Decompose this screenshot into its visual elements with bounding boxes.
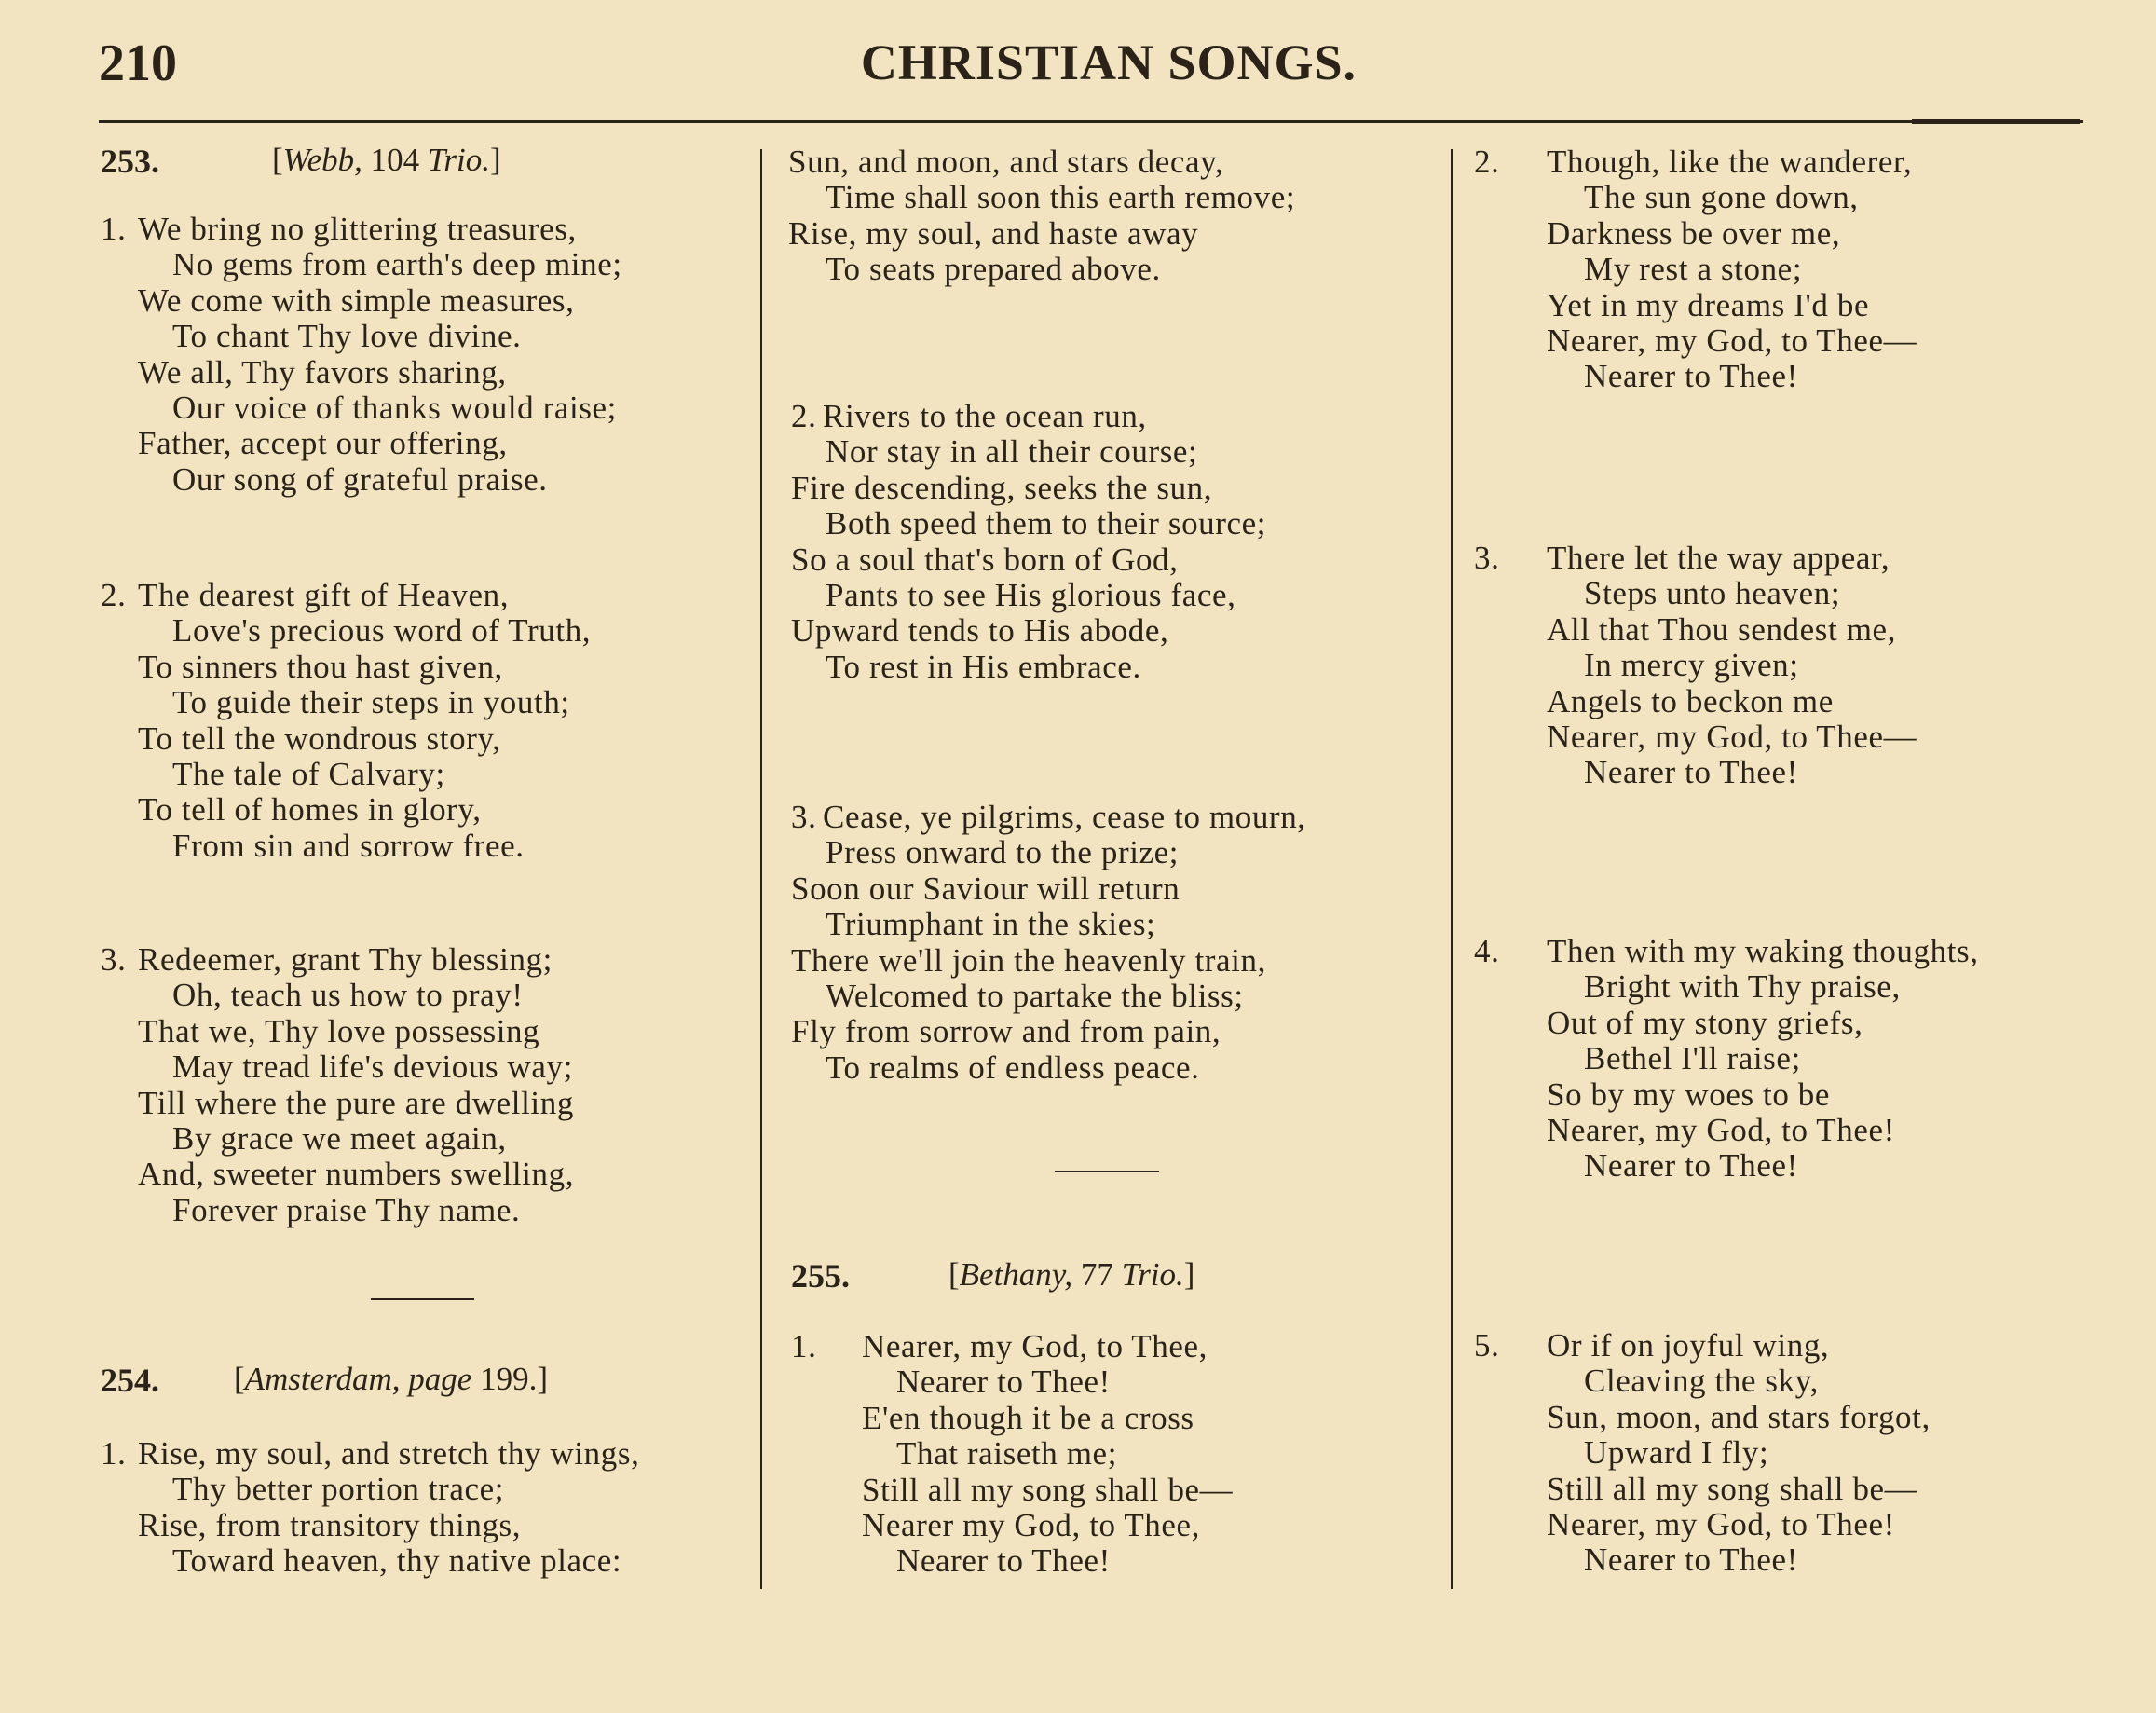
tune-bracket-open: [ xyxy=(272,142,283,178)
stanza-number: 5. xyxy=(1474,1327,1500,1364)
verse-line: Our voice of thanks would raise; xyxy=(172,390,618,426)
verse-line: No gems from earth's deep mine; xyxy=(172,246,622,283)
tune-reference xyxy=(948,1256,1194,1294)
verse-line: The dearest gift of Heaven, xyxy=(138,577,510,613)
verse-line: Father, accept our offering, xyxy=(138,425,508,462)
tune-bracket-close: ] xyxy=(1183,1256,1195,1293)
verse-line: My rest a stone; xyxy=(1584,251,1803,288)
verse-line: Fly from sorrow and from pain, xyxy=(791,1013,1221,1050)
verse-line: From sin and sorrow free. xyxy=(172,827,525,864)
hymn-number: 253. xyxy=(101,143,159,180)
verse-line: To guide their steps in youth; xyxy=(172,684,570,721)
page-number: 210 xyxy=(99,34,177,92)
stanza-number: 3. xyxy=(791,799,817,835)
verse-line: Nearer to Thee! xyxy=(1584,1542,1798,1579)
verse-line: To tell of homes in glory, xyxy=(138,791,482,829)
verse-line: Or if on joyful wing, xyxy=(1547,1327,1830,1364)
verse-line: Nearer my God, to Thee, xyxy=(862,1507,1201,1543)
column-divider xyxy=(1451,149,1453,1589)
verse-line: There let the way appear, xyxy=(1547,540,1890,576)
verse-line: To rest in His embrace. xyxy=(826,648,1141,685)
hymn-separator xyxy=(371,1298,474,1300)
verse-line: May tread life's devious way; xyxy=(172,1048,573,1086)
header-rule-thick xyxy=(1912,119,2080,124)
running-title: CHRISTIAN SONGS. xyxy=(860,34,1358,90)
stanza-number: 2. xyxy=(1474,144,1500,180)
verse-line: Press onward to the prize; xyxy=(826,834,1180,871)
verse-line: Nearer to Thee! xyxy=(1584,358,1798,395)
verse-line: Steps unto heaven; xyxy=(1584,575,1841,612)
verse-line: Soon our Saviour will return xyxy=(791,870,1180,907)
tune-meter: 77 xyxy=(1072,1256,1122,1293)
verse-line: Cease, ye pilgrims, cease to mourn, xyxy=(823,799,1306,835)
verse-line: Rise, my soul, and haste away xyxy=(788,214,1199,252)
verse-line: Love's precious word of Truth, xyxy=(172,612,592,650)
verse-line: To tell the wondrous story, xyxy=(138,719,501,757)
verse-line: Nearer to Thee! xyxy=(1584,754,1798,791)
stanza-number: 1. xyxy=(791,1328,817,1364)
tune-name: Bethany, xyxy=(959,1256,1073,1293)
verse-line: Our song of grateful praise. xyxy=(172,460,548,498)
tune-bracket-open: [ xyxy=(234,1361,245,1397)
verse-line: Rise, from transitory things, xyxy=(138,1506,522,1543)
tune-reference xyxy=(234,1361,548,1398)
stanza-number: 3. xyxy=(101,941,127,978)
verse-line: And, sweeter numbers swelling, xyxy=(138,1156,575,1193)
verse-line: So a soul that's born of God, xyxy=(791,541,1179,578)
verse-line: We come with simple measures, xyxy=(138,281,575,319)
verse-line: Nearer to Thee! xyxy=(896,1364,1111,1401)
tune-bracket-close: ] xyxy=(537,1361,548,1397)
verse-line: So by my woes to be xyxy=(1547,1076,1831,1113)
verse-line: Pants to see His glorious face, xyxy=(826,577,1236,613)
verse-line: To realms of endless peace. xyxy=(826,1048,1200,1086)
verse-line: Upward tends to His abode, xyxy=(791,612,1169,650)
verse-line: Nearer to Thee! xyxy=(896,1542,1111,1580)
verse-line: Angels to beckon me xyxy=(1547,682,1834,719)
tune-meter: 199. xyxy=(471,1361,538,1397)
verse-line: Nearer to Thee! xyxy=(1584,1147,1798,1185)
verse-line: Bethel I'll raise; xyxy=(1584,1040,1801,1077)
stanza-number: 1. xyxy=(101,1435,127,1472)
verse-line: Time shall soon this earth remove; xyxy=(826,179,1296,216)
verse-line: Darkness be over me, xyxy=(1547,214,1841,252)
verse-line: Nearer, my God, to Thee— xyxy=(1547,719,1917,755)
verse-line: Nor stay in all their course; xyxy=(826,433,1198,471)
verse-line: Welcomed to partake the bliss; xyxy=(826,978,1244,1014)
verse-line: The sun gone down, xyxy=(1584,179,1859,216)
tune-meter: 104 xyxy=(362,142,428,178)
verse-line: Yet in my dreams I'd be xyxy=(1547,286,1870,323)
verse-line: Out of my stony griefs, xyxy=(1547,1004,1863,1041)
stanza-number: 1. xyxy=(101,211,127,247)
verse-line: We bring no glittering treasures, xyxy=(138,211,577,247)
tune-bracket-close: ] xyxy=(490,142,501,178)
verse-line: Thy better portion trace; xyxy=(172,1471,505,1508)
verse-line: To chant Thy love divine. xyxy=(172,318,522,355)
verse-line: Still all my song shall be— xyxy=(1547,1470,1918,1507)
hymn-number: 254. xyxy=(101,1362,159,1399)
verse-line: By grace we meet again, xyxy=(172,1120,507,1157)
verse-line: Both speed them to their source; xyxy=(826,505,1267,542)
verse-line: The tale of Calvary; xyxy=(172,756,445,792)
verse-line: All that Thou sendest me, xyxy=(1547,610,1896,648)
verse-line: Cleaving the sky, xyxy=(1584,1363,1819,1400)
verse-line: Nearer, my God, to Thee! xyxy=(1547,1112,1895,1148)
tune-suffix: Trio. xyxy=(427,142,491,178)
verse-line: We all, Thy favors sharing, xyxy=(138,353,507,391)
verse-line: Bright with Thy praise, xyxy=(1584,968,1901,1006)
verse-line: Rise, my soul, and stretch thy wings, xyxy=(138,1435,640,1472)
header-rule xyxy=(99,120,2083,123)
tune-bracket-open: [ xyxy=(948,1256,960,1293)
verse-line: That raiseth me; xyxy=(896,1435,1118,1473)
verse-line: Nearer, my God, to Thee— xyxy=(1547,322,1917,359)
tune-name: Webb, xyxy=(282,142,362,178)
verse-line: Nearer, my God, to Thee, xyxy=(862,1328,1208,1364)
hymn-number: 255. xyxy=(791,1257,850,1295)
stanza-number: 3. xyxy=(1474,540,1500,576)
verse-line: Sun, and moon, and stars decay, xyxy=(788,144,1224,180)
verse-line: There we'll join the heavenly train, xyxy=(791,941,1266,979)
verse-line: In mercy given; xyxy=(1584,647,1799,684)
stanza-number: 2. xyxy=(101,577,127,613)
verse-line: Fire descending, seeks the sun, xyxy=(791,469,1213,506)
stanza-number: 4. xyxy=(1474,933,1500,969)
verse-line: Still all my song shall be— xyxy=(862,1471,1234,1508)
verse-line: To sinners thou hast given, xyxy=(138,648,503,685)
tune-suffix: Trio. xyxy=(1121,1256,1184,1293)
verse-line: Till where the pure are dwelling xyxy=(138,1084,574,1121)
verse-line: Rivers to the ocean run, xyxy=(823,398,1147,434)
verse-line: That we, Thy love possessing xyxy=(138,1012,540,1049)
verse-line: Nearer, my God, to Thee! xyxy=(1547,1506,1895,1542)
verse-line: Upward I fly; xyxy=(1584,1434,1769,1472)
column-divider xyxy=(760,149,762,1589)
verse-line: Though, like the wanderer, xyxy=(1547,144,1913,180)
verse-line: Triumphant in the skies; xyxy=(826,906,1156,943)
verse-line: E'en though it be a cross xyxy=(862,1399,1194,1436)
verse-line: Then with my waking thoughts, xyxy=(1547,933,1979,969)
tune-reference xyxy=(272,142,501,179)
verse-line: Oh, teach us how to pray! xyxy=(172,977,524,1014)
stanza-number: 2. xyxy=(791,398,817,434)
tune-name: Amsterdam, page xyxy=(244,1361,472,1397)
verse-line: Forever praise Thy name. xyxy=(172,1191,521,1228)
verse-line: Redeemer, grant Thy blessing; xyxy=(138,941,553,978)
verse-line: Sun, moon, and stars forgot, xyxy=(1547,1398,1931,1435)
verse-line: To seats prepared above. xyxy=(826,251,1161,288)
hymn-separator xyxy=(1055,1171,1159,1172)
verse-line: Toward heaven, thy native place: xyxy=(172,1542,622,1580)
